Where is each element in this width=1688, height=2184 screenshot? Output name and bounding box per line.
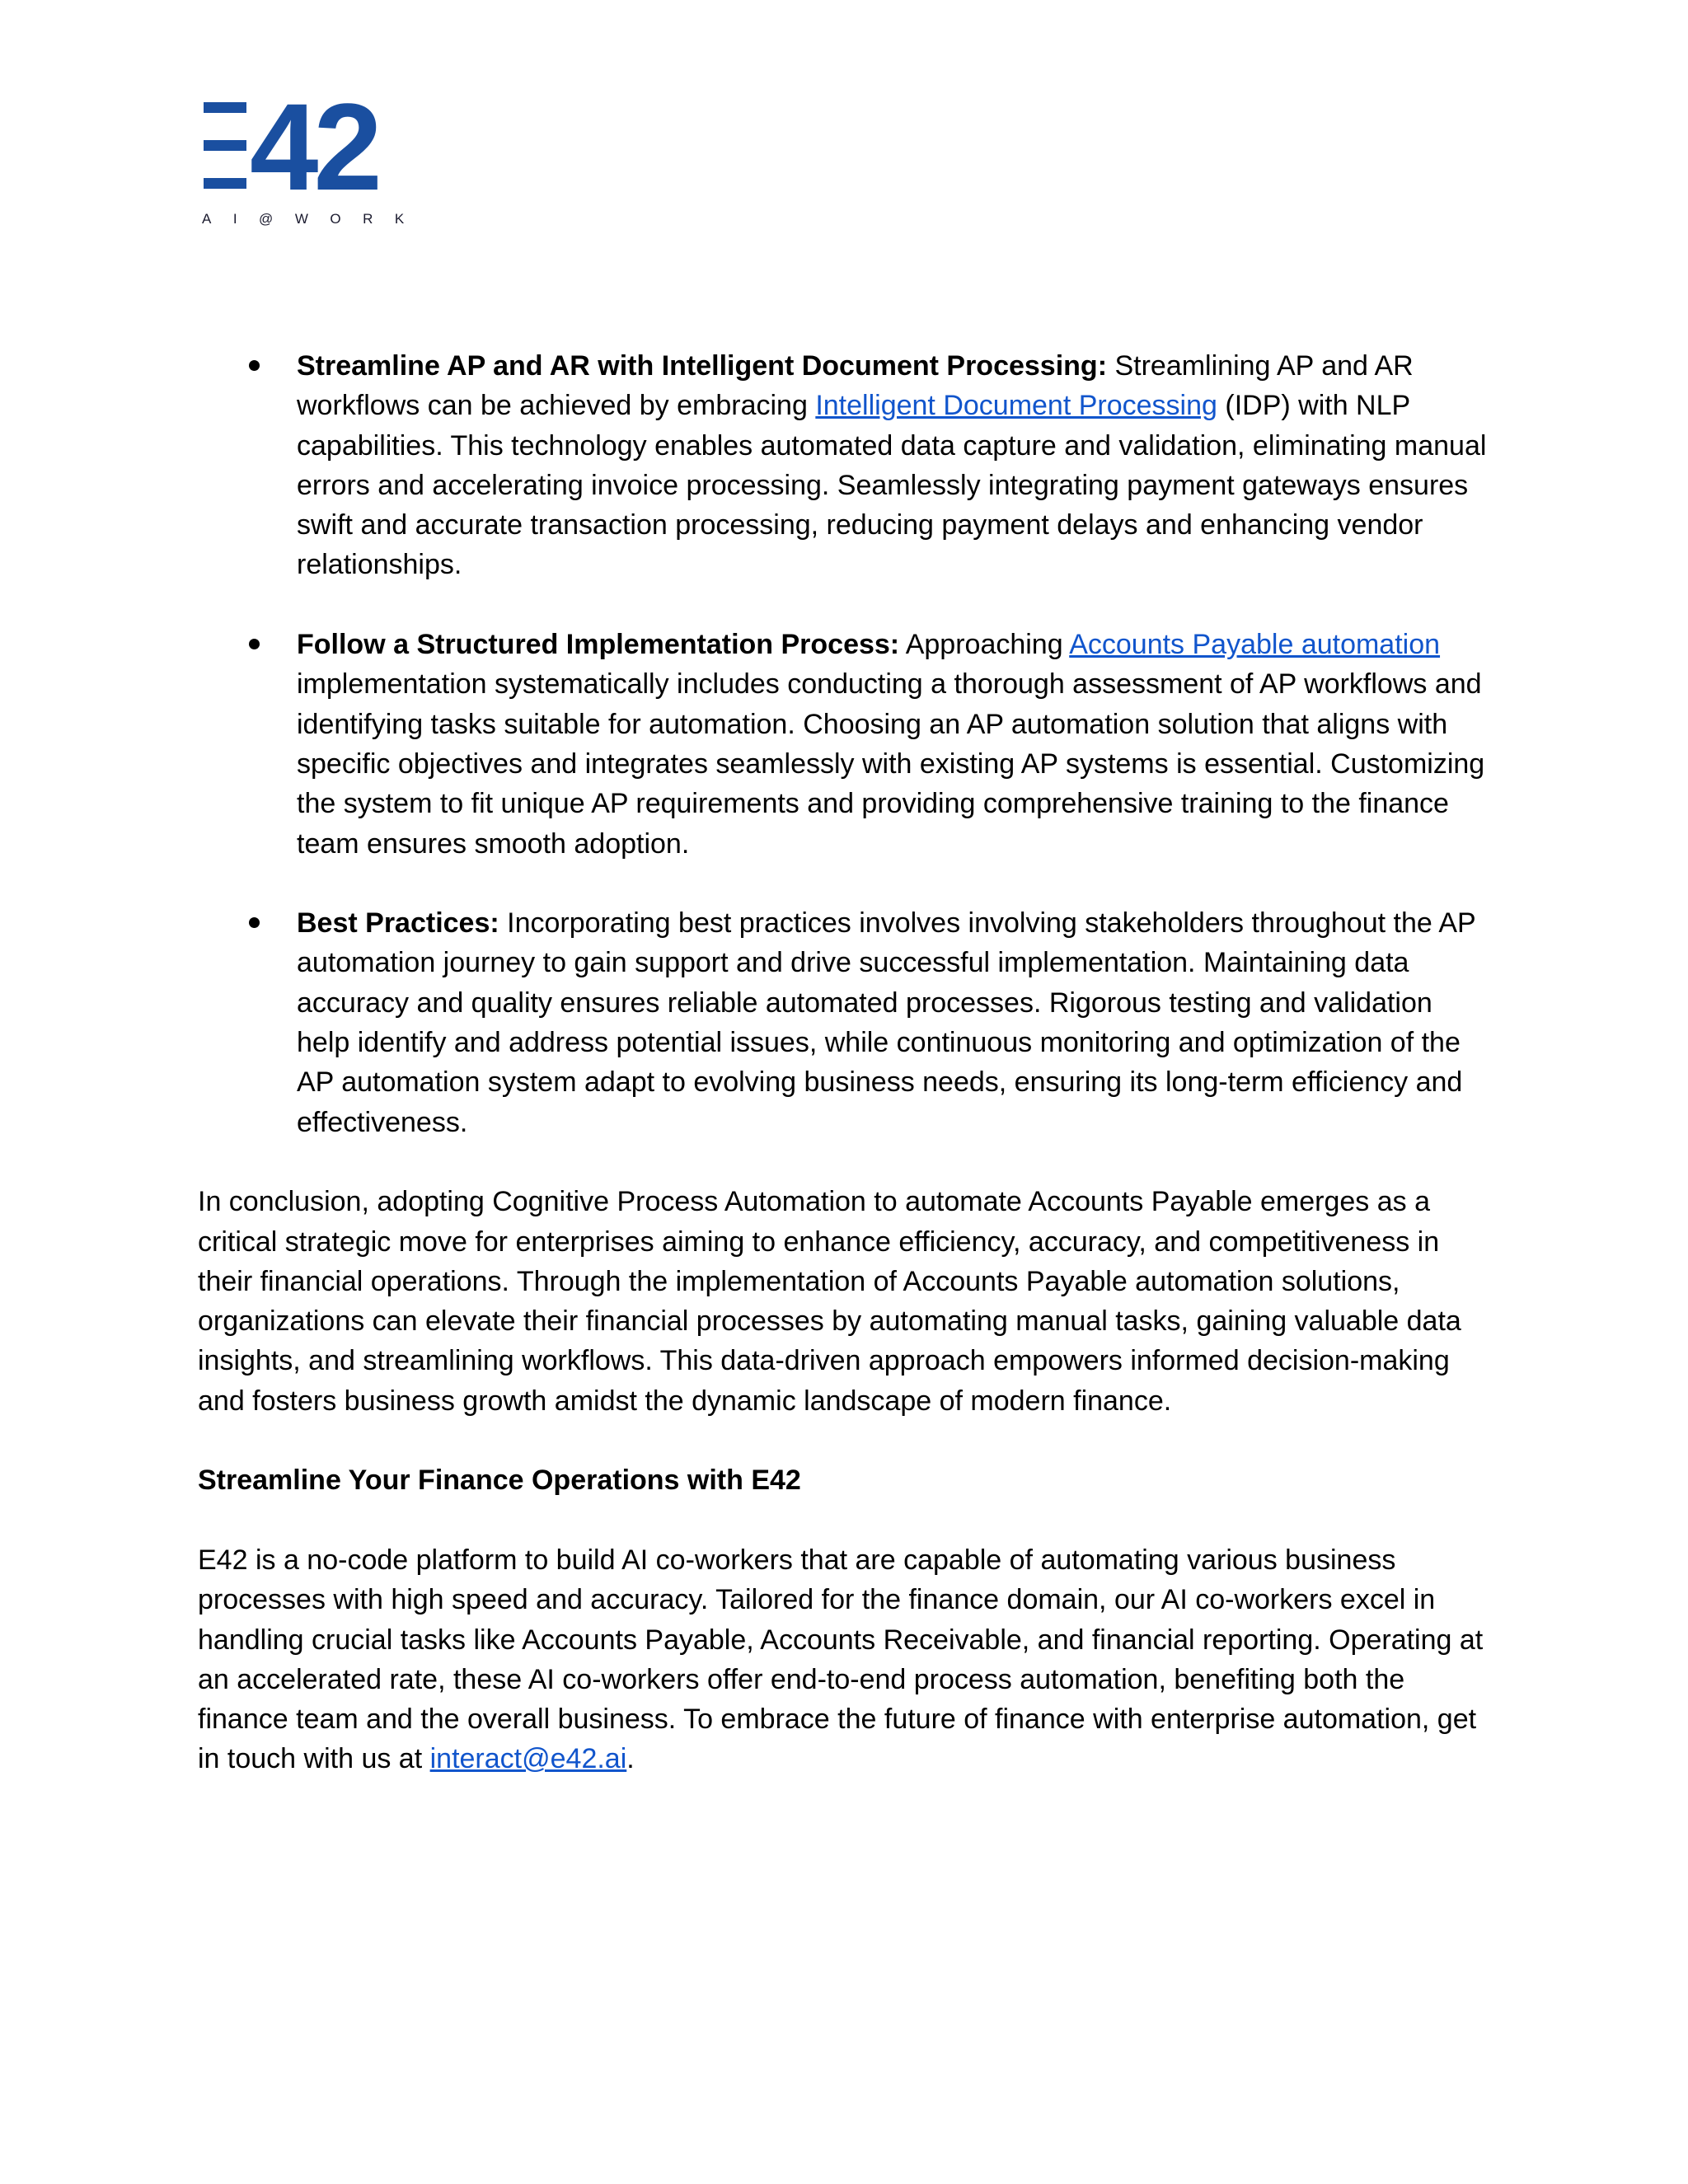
bullet-text: Incorporating best practices involves involving stakeholders throughout the AP automation journey to gain support and drive successful implementation. Maintaining data accuracy and quality ensures reliable automated processes. Rigorous testing and validation help identify and address potential issues, while continuous monitoring and optimization of the AP automation system adapt to evolving business needs, ensuring its long-term efficiency and effectiveness. xyxy=(297,907,1476,1138)
ap-automation-link[interactable]: Accounts Payable automation xyxy=(1069,629,1441,661)
list-item xyxy=(198,346,1492,585)
bullet-title: Best Practices: xyxy=(297,907,499,940)
bullet-icon xyxy=(249,917,260,928)
bullet-text: (IDP) with NLP capabilities. This technology enables automated data capture and validation, eliminating manual errors and accelerating invoice processing. Seamlessly integrating payment gateways ensures swift and accurate transaction processing, reducing payment delays and enhancing vendor relationships. xyxy=(297,390,1487,581)
bullet-icon xyxy=(249,639,260,649)
list-item xyxy=(198,625,1492,864)
closing-end: . xyxy=(626,1743,635,1775)
bullet-text: implementation systematically includes conducting a thorough assessment of AP workflows and identifying tasks suitable for automation. Choosing an AP automation solution that aligns with specific objectives and integrates seamlessly with existing AP systems is essential. Customizing the system to fit unique AP requirements and providing comprehensive training to the finance team ensures smooth adoption. xyxy=(297,668,1485,860)
idp-link[interactable]: Intelligent Document Processing xyxy=(815,390,1217,422)
bullet-title: Streamline AP and AR with Intelligent Document Processing: xyxy=(297,350,1108,382)
logo-tagline: AI@WORK xyxy=(202,211,426,227)
bullet-title: Follow a Structured Implementation Process: xyxy=(297,629,900,661)
list-item xyxy=(198,903,1492,1142)
bullet-text: Streamlining AP and AR workflows can be achieved by embracing xyxy=(297,350,1414,422)
document-body xyxy=(198,346,1492,1819)
closing-text: E42 is a no-code platform to build AI co-workers that are capable of automating various business processes with high speed and accuracy. Tailored for the finance domain, our AI co-workers excel in handling crucial tasks like Accounts Payable, Accounts Receivable, and financial reporting. Operating at an accelerated rate, these AI co-workers offer end-to-end process automation, benefiting both the finance team and the overall business. To embrace the future of finance with enterprise automation, get in touch with us at xyxy=(198,1544,1484,1775)
section-heading: Streamline Your Finance Operations with E42 xyxy=(198,1465,801,1497)
svg-text:42: 42 xyxy=(250,97,377,196)
closing-paragraph xyxy=(198,1540,1492,1779)
email-link[interactable]: interact@e42.ai xyxy=(429,1743,627,1775)
bullet-text: Approaching xyxy=(899,629,1070,661)
conclusion-paragraph: In conclusion, adopting Cognitive Process Automation to automate Accounts Payable emerges as a critical strategic move for enterprises aiming to enhance efficiency, accuracy, and competitiveness in their financial operations. Through the implementation of Accounts Payable automation solutions, organizations can elevate their financial processes by automating manual tasks, gaining valuable data insights, and streamlining workflows. This data-driven approach empowers informed decision-making and fosters business growth amidst the dynamic landscape of modern finance. xyxy=(198,1186,1461,1417)
e42-logo-mark xyxy=(202,97,424,196)
bullet-list xyxy=(198,346,1492,1142)
e42-logo xyxy=(202,97,424,237)
bullet-icon xyxy=(249,360,260,371)
